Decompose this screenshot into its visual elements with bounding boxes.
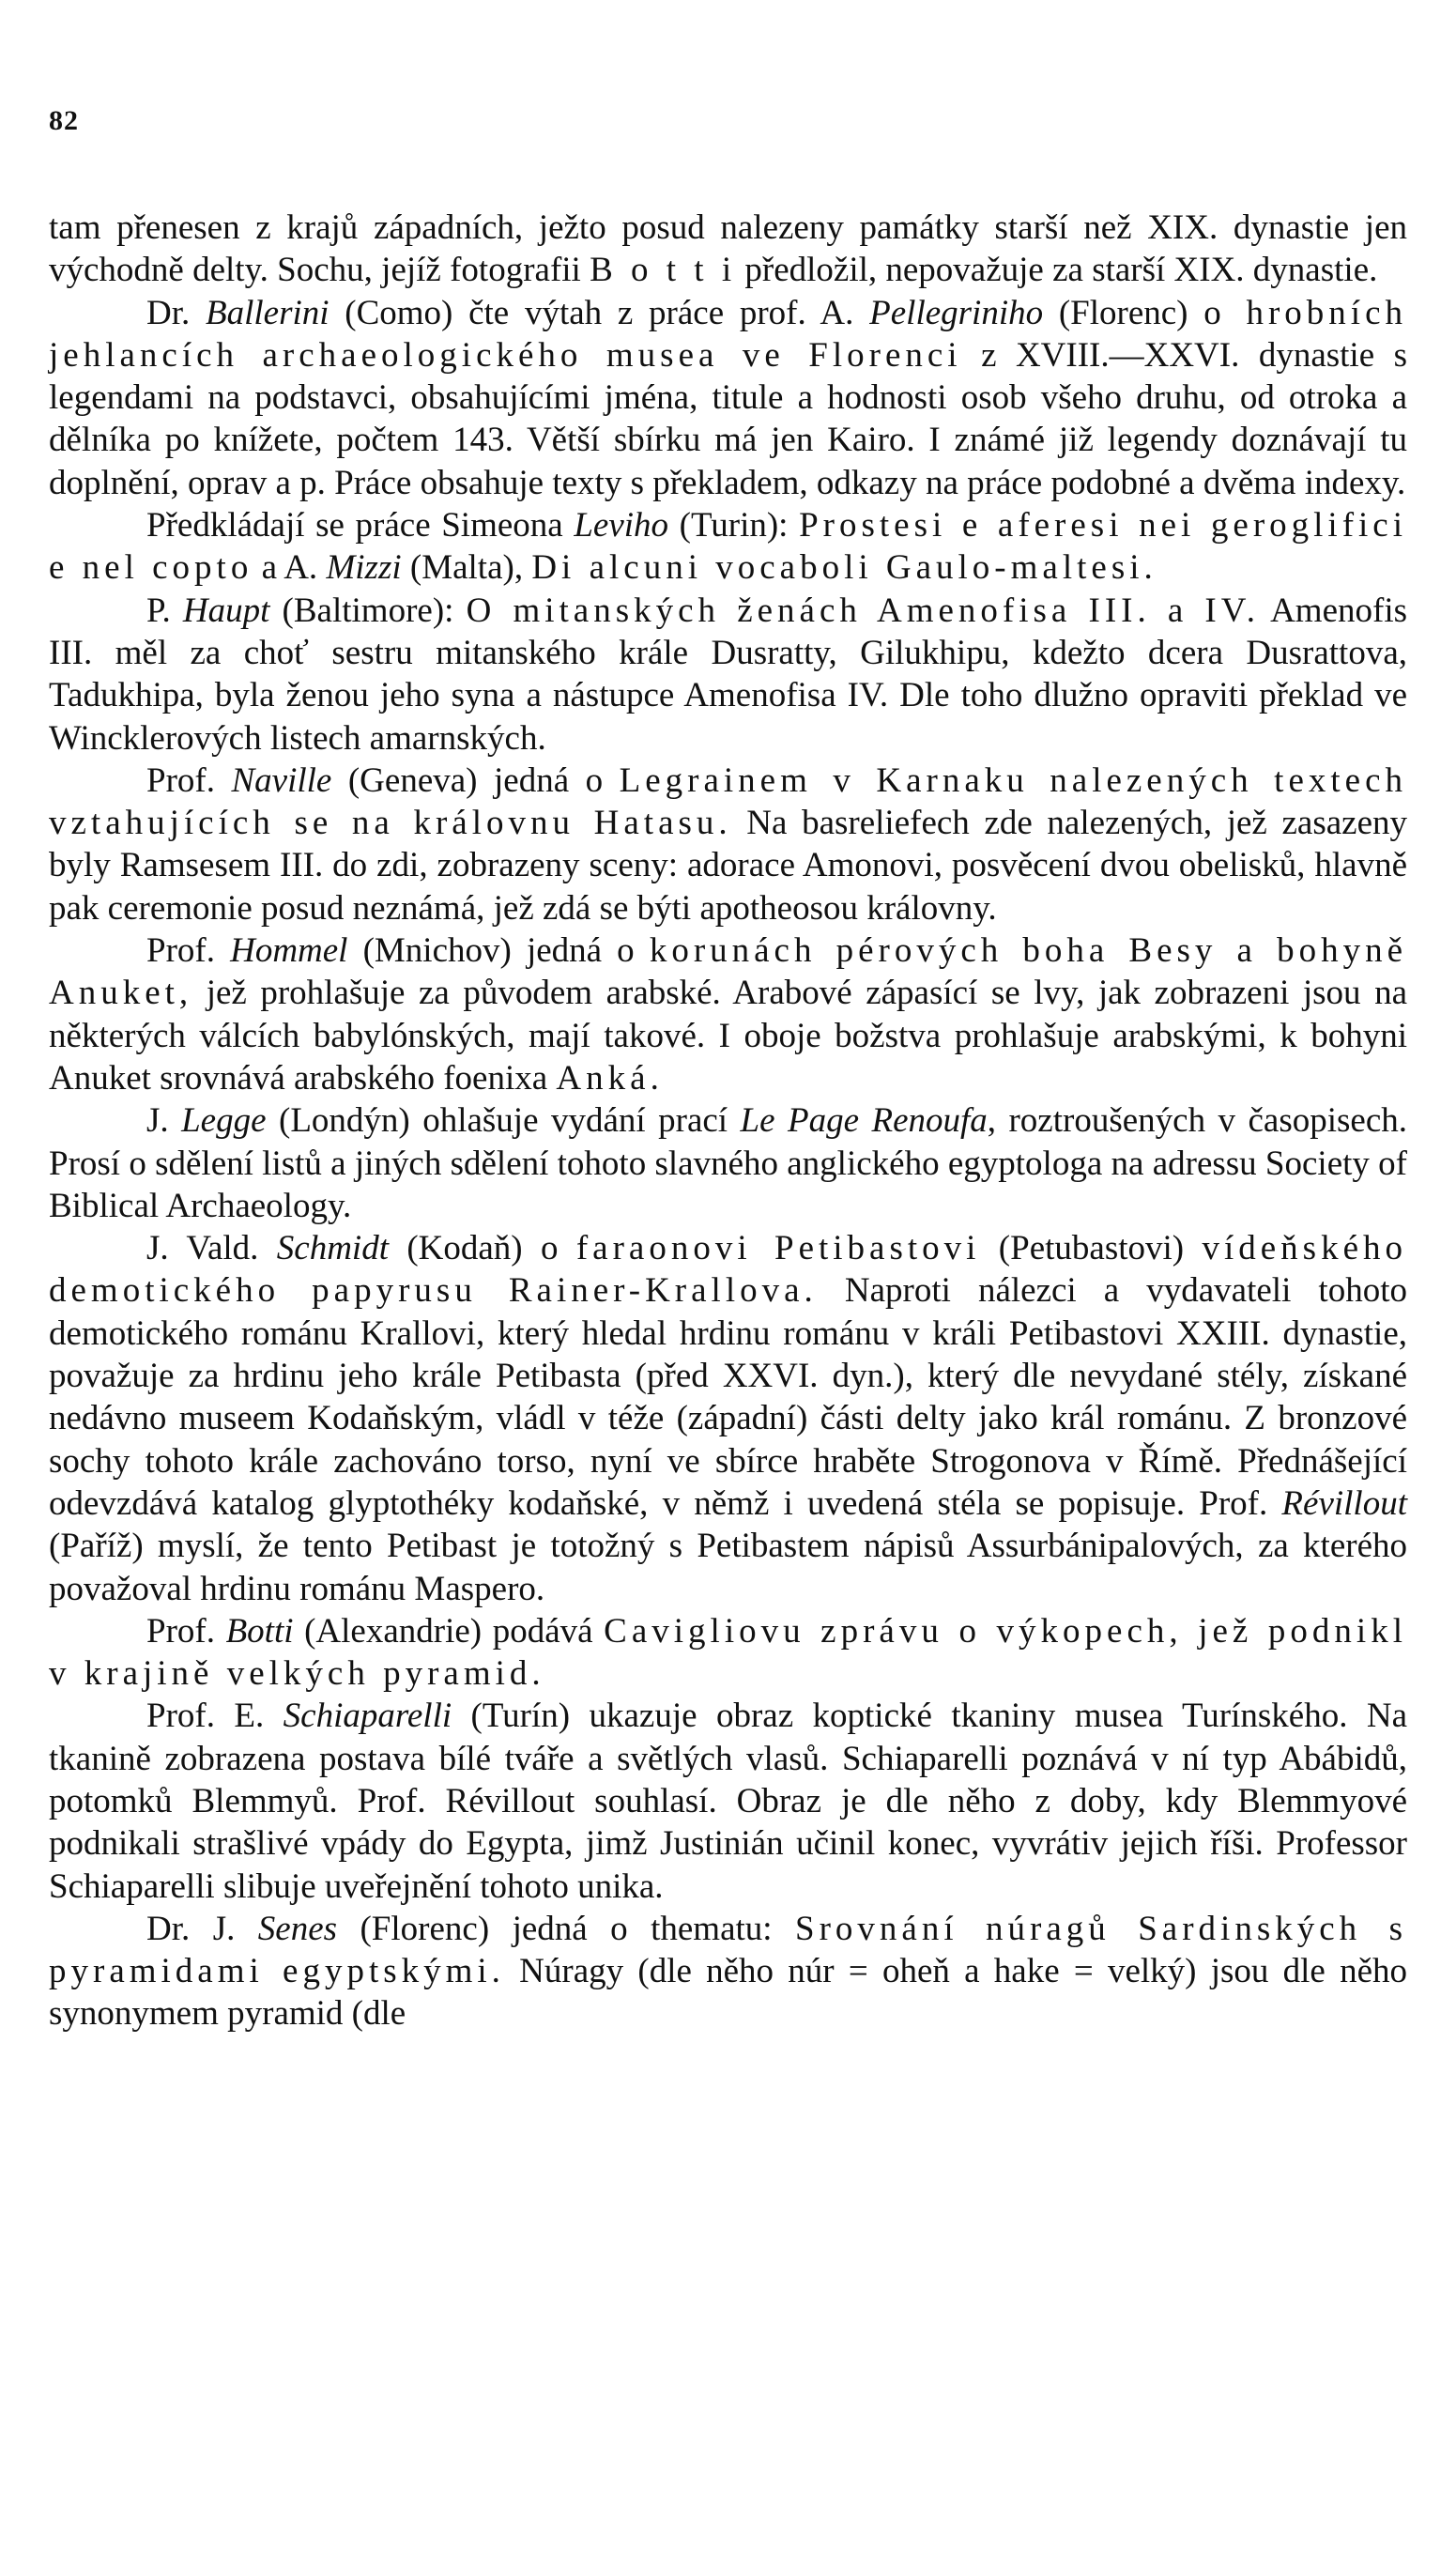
italic-name: Naville <box>231 760 332 800</box>
body-text <box>49 207 1407 2035</box>
italic-name: Révillout <box>1281 1483 1407 1523</box>
text-run: (Como) čte výtah z práce prof. A. <box>329 293 870 332</box>
spaced-title: o hrobních jehlancích archaeologického musea ve Florenci <box>49 293 1408 375</box>
paragraph <box>49 590 1407 760</box>
text-run: Prof. E. <box>146 1697 284 1736</box>
italic-name: Schmidt <box>276 1229 389 1268</box>
paragraph <box>49 207 1407 292</box>
spaced-title: B o t t i <box>590 251 737 290</box>
spaced-title: Prostesi e aferesi nei geroglifici e nel copto <box>49 506 1408 588</box>
text-run: J. <box>146 1101 182 1141</box>
text-run: P. <box>146 591 183 630</box>
text-run: z XVIII.—XXVI. dynastie s legendami na podstavci, obsahujícími jména, titule a hodnosti osob všeho druhu, od otroka a dělníka po knížete, počtem 143. Větší sbírku má jen Kairo. I známé již legendy doznávají tu doplnění, oprav a p. Práce obsahuje texty s překladem, odkazy na práce podobné a dvěma indexy. <box>49 335 1407 502</box>
spaced-title: Cavigliovu zprávu o výkopech, jež podnikl v krajině velkých pyramid. <box>49 1611 1407 1694</box>
text-run: předložil, nepovažuje za starší XIX. dynastie. <box>736 251 1378 290</box>
italic-name: Mizzi <box>326 548 402 588</box>
paragraph <box>49 1695 1407 1907</box>
paragraph <box>49 1908 1407 2035</box>
text-run: (Malta), <box>401 548 532 588</box>
text-run: (Florenc) jedná o thematu: <box>337 1909 795 1948</box>
italic-name: Legge <box>181 1101 267 1141</box>
italic-name: Senes <box>257 1909 338 1948</box>
text-run: (Alexandrie) podává <box>293 1611 605 1651</box>
italic-name: Hommel <box>230 931 348 971</box>
text-run: (Londýn) ohlašuje vydání prací <box>266 1101 741 1141</box>
italic-name: Ballerini <box>205 293 330 332</box>
text-run: Núragy (dle něho núr = oheň a hake = velký) jsou dle něho synonymem pyramid (dle <box>49 1952 1407 2034</box>
text-run: (Petubastovi) <box>980 1229 1203 1268</box>
paragraph <box>49 292 1407 504</box>
spaced-title: O mitanských ženách Amenofisa III. a IV. <box>466 591 1260 630</box>
page-number: 82 <box>49 105 79 136</box>
text-run: Prof. <box>146 931 231 971</box>
italic-name: Schiaparelli <box>283 1697 452 1736</box>
text-run: tam přenesen z krajů západních, ježto posud nalezeny památky starší než XIX. dynastie jen východně delty. Sochu, jejíž fotografii <box>49 208 1407 290</box>
spaced-title: Srovnání núragů Sardinských s pyramidami egyptskými. <box>49 1909 1407 1991</box>
spaced-title: faraonovi Petibastovi <box>575 1229 981 1268</box>
italic-name: Pellegriniho <box>869 293 1044 332</box>
text-run: (Turín) ukazuje obraz koptické tkaniny musea Turínského. Na tkanině zobrazena postava bílé tváře a světlých vlasů. Schiaparelli poznává v ní typ Abábidů, potomků Blemmyů. Prof. Révillout souhlasí. Obraz je dle něho z doby, kdy Blemmyové podnikali strašlivé vpády do Egypta, jimž Justinián učinil konec, vyvrátiv jejich říši. Professor Schiaparelli slibuje uveřejnění tohoto unika. <box>49 1697 1407 1906</box>
text-run: Předkládají se práce Simeona <box>146 506 575 545</box>
text-run: (Mnichov) jedná o <box>347 931 650 971</box>
spaced-title: vídeňského demotického papyrusu Rainer-Krallova. <box>49 1229 1407 1311</box>
paragraph <box>49 929 1407 1099</box>
spaced-title: korunách pérových boha Besy a bohyně Anuket, <box>49 931 1407 1013</box>
spaced-title: Di alcuni vocaboli Gaulo-maltesi. <box>531 548 1157 588</box>
text-run: , roztroušených v časopisech. Prosí o sdělení listů a jiných sdělení tohoto slavného anglického egyptologa na adressu Society of Biblical Archaeology. <box>49 1101 1408 1225</box>
italic-name: Botti <box>225 1611 294 1651</box>
text-run: (Geneva) jedná o <box>331 760 620 800</box>
text-run: jež prohlašuje za původem arabské. Arabové zápasící se lvy, jak zobrazeni jsou na některých válcích babylónských, mají takové. I oboje božstva prohlašuje arabskými, k bohyni Anuket srovnává arabského foenixa <box>49 974 1407 1098</box>
spaced-title: Legrainem v Karnaku nalezených textech vztahujících se na královnu Hatasu. <box>49 760 1407 843</box>
text-run: (Kodaň) o <box>388 1229 576 1268</box>
italic-name: Haupt <box>182 591 270 630</box>
text-run: Amenofis III. měl za choť sestru mitanského krále Dusratty, Gilukhipu, kdežto dcera Dusrattova, Tadukhipa, byla ženou jeho syna a nástupce Amenofisa IV. Dle toho dlužno opraviti překlad ve Wincklerových listech amarnských. <box>49 591 1408 758</box>
paragraph <box>49 760 1407 929</box>
text-run: (Paříž) myslí, že tento Petibast je totožný s Petibastem nápisů Assurbánipalových, za kterého považoval hrdinu románu Maspero. <box>49 1527 1407 1608</box>
text-run: (Baltimore): <box>269 591 467 630</box>
text-run: Na basreliefech zde nalezených, jež zasazeny byly Ramsesem III. do zdi, zobrazeny sceny: adorace Amonovi, posvěcení dvou obelisků, hlavně pak ceremonie posud neznámá, jež zdá se býti apotheosou královny. <box>49 804 1407 928</box>
paragraph <box>49 1099 1407 1227</box>
spaced-title: Anká. <box>556 1058 664 1098</box>
paragraph <box>49 1227 1407 1610</box>
text-run: (Florenc) <box>1043 293 1204 332</box>
italic-name: Leviho <box>574 506 669 545</box>
text-run: a A. <box>253 548 327 588</box>
text-run: (Turin): <box>668 506 800 545</box>
text-run: Naproti nálezci a vydavateli tohoto demotického románu Krallovi, který hledal hrdinu románu v králi Petibastovi XXIII. dynastie, považuje za hrdinu jeho krále Petibasta (před XXVI. dyn.), který dle nevydané stély, získané nedávno museem Kodaňským, vládl v téže (západní) části delty jako král románu. Z bronzové sochy tohoto krále zachováno torso, nyní ve sbírce hraběte Strogonova v Římě. Přednášející odevzdává katalog glyptothéky kodaňské, v němž i uvedená stéla se popisuje. Prof. <box>49 1271 1407 1523</box>
text-run: Dr. <box>146 293 206 332</box>
text-run: Dr. J. <box>146 1909 258 1948</box>
text-run: J. Vald. <box>146 1229 277 1268</box>
text-run: Prof. <box>146 1611 226 1651</box>
paragraph <box>49 1610 1407 1696</box>
paragraph <box>49 504 1407 590</box>
text-run: Prof. <box>146 760 232 800</box>
italic-name: Le Page Renoufa <box>740 1101 988 1141</box>
